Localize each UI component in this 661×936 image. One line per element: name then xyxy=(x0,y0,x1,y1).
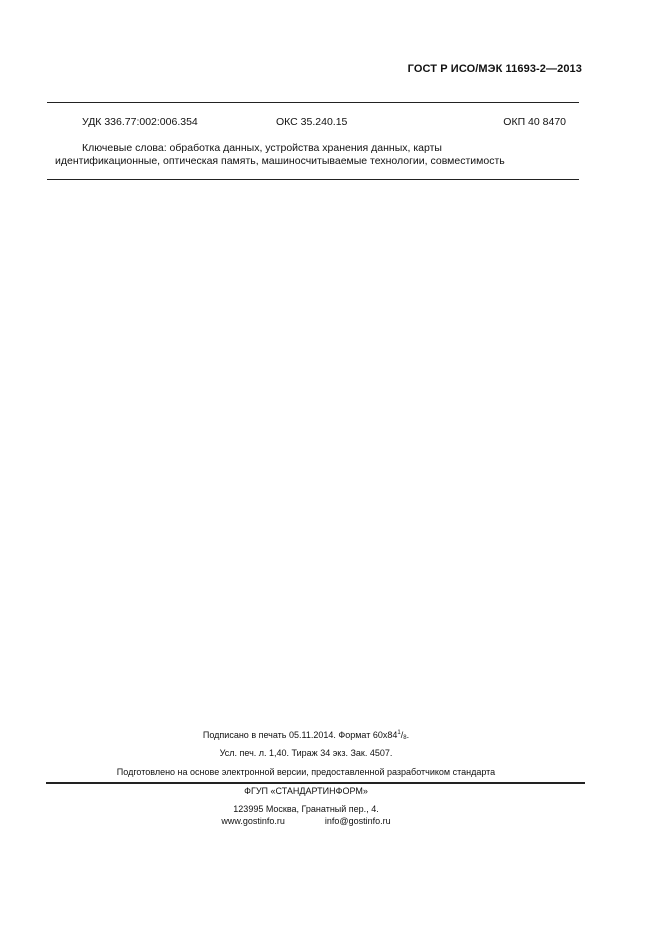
middle-rule xyxy=(47,179,579,180)
format-numerator: 1 xyxy=(397,730,401,736)
website-link[interactable]: www.gostinfo.ru xyxy=(221,816,285,826)
publisher-address: 123995 Москва, Гранатный пер., 4. xyxy=(233,804,379,814)
email-link[interactable]: info@gostinfo.ru xyxy=(324,816,391,826)
signed-for-print: Подписано в печать 05.11.2014. Формат $60х84^1/_8$. xyxy=(202,730,410,741)
print-sheets: Усл. печ. л. 1,40. Тираж 34 экз. Зак. 4507. xyxy=(219,748,393,758)
signed-text: Подписано в печать 05.11.2014. Формат 60х84 xyxy=(202,730,398,740)
standard-title: ГОСТ Р ИСО/МЭК 11693-2—2013 xyxy=(407,63,582,75)
footer-rule xyxy=(46,782,585,784)
top-rule xyxy=(47,102,579,103)
keywords-line-1: Ключевые слова: обработка данных, устройства хранения данных, карты xyxy=(82,142,442,154)
prepared-note: Подготовлено на основе электронной версии, предоставленной разработчиком стандарта xyxy=(116,767,496,777)
keywords-line-2: идентификационные, оптическая память, машиносчитываемые технологии, совместимость xyxy=(55,155,505,167)
signed-end: . xyxy=(406,730,410,740)
publisher-name: ФГУП «СТАНДАРТИНФОРМ» xyxy=(244,786,368,796)
format-denominator: 8 xyxy=(403,735,407,741)
publisher-contacts xyxy=(0,816,612,826)
okp-code: ОКП 40 8470 xyxy=(503,116,566,128)
udk-code: УДК 336.77:002:006.354 xyxy=(82,116,198,128)
oks-code: ОКС 35.240.15 xyxy=(276,116,348,128)
